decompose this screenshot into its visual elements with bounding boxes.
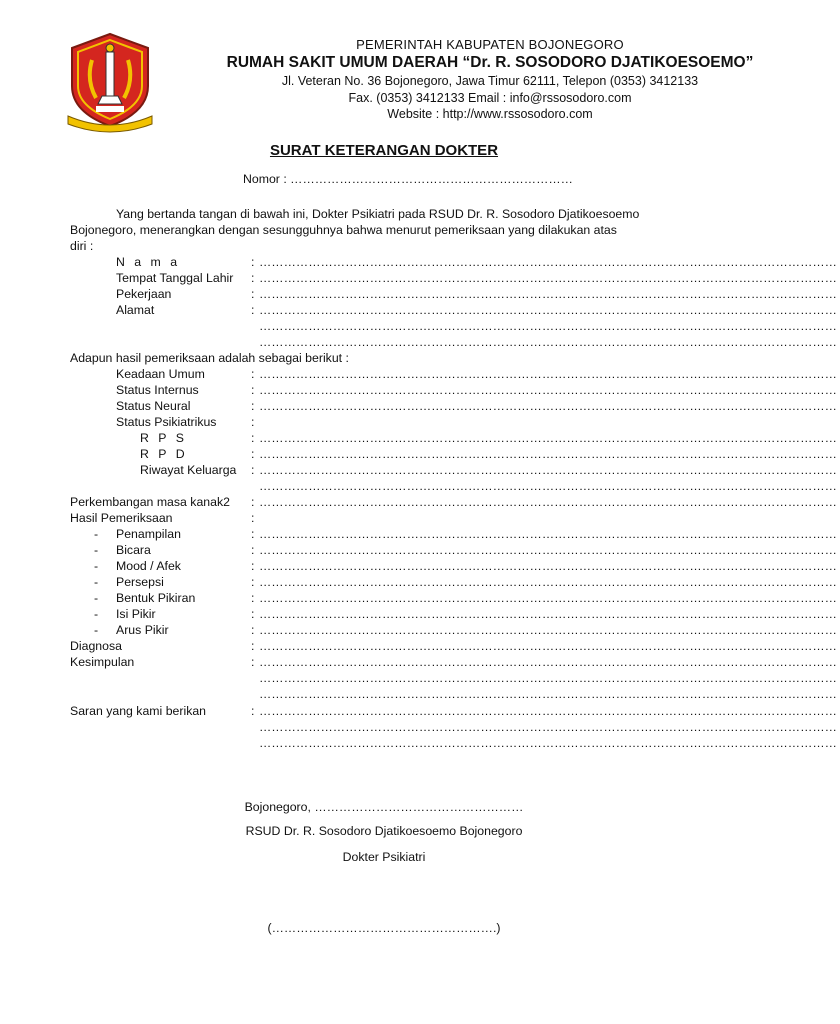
field-blank[interactable]: …………………………………………………………………………………………………………………………… <box>259 319 837 333</box>
bullet-dash: - <box>94 543 99 557</box>
result-row-status-psikiatrikus <box>0 415 768 431</box>
hospital-website[interactable]: Website : http://www.rssosodoro.com <box>387 107 593 121</box>
field-blank[interactable]: …………………………………………………………………………………………………………………………… <box>259 447 837 461</box>
intro-line-2: Bojonegoro, menerangkan dengan sesungguhnya bahwa menurut pemeriksaan yang dilakukan atas <box>70 223 617 237</box>
field-blank[interactable]: …………………………………………………………………………………………………………………………… <box>259 575 837 589</box>
field-colon: : <box>251 704 255 718</box>
result-row-riwayat-keluarga <box>0 463 837 479</box>
hasil-row-isi-pikir <box>0 607 837 623</box>
field-colon: : <box>251 415 255 429</box>
field-blank[interactable]: …………………………………………………………………………………………………………………………… <box>259 671 837 685</box>
bullet-dash: - <box>94 527 99 541</box>
field-blank[interactable]: …………………………………………………………………………………………………………………………… <box>259 720 837 734</box>
hasil-row-arus-pikir <box>0 623 837 639</box>
field-label: Status Psikiatrikus <box>116 415 217 429</box>
field-label: Isi Pikir <box>116 607 156 621</box>
nomor-field: Nomor : …………………………………………………………… <box>243 172 573 186</box>
government-name: PEMERINTAH KABUPATEN BOJONEGORO <box>356 37 624 52</box>
bullet-dash: - <box>94 591 99 605</box>
field-colon: : <box>251 527 255 541</box>
hospital-name: RUMAH SAKIT UMUM DAERAH “Dr. R. SOSODORO DJATIKOESOEMO” <box>226 54 754 71</box>
field-row-kesimpulan-cont <box>0 687 837 703</box>
bullet-dash: - <box>94 623 99 637</box>
field-blank[interactable]: …………………………………………………………………………………………………………………………… <box>259 303 837 317</box>
field-colon: : <box>251 607 255 621</box>
hasil-row-penampilan <box>0 527 837 543</box>
field-row-saran <box>0 704 837 720</box>
field-blank[interactable]: …………………………………………………………………………………………………………………………… <box>259 383 837 397</box>
field-label: Arus Pikir <box>116 623 169 637</box>
field-blank[interactable]: …………………………………………………………………………………………………………………………… <box>259 367 837 381</box>
field-colon: : <box>251 367 255 381</box>
field-row-hasil-pemeriksaan <box>0 511 768 527</box>
field-row-pekerjaan <box>0 287 837 303</box>
field-blank[interactable]: …………………………………………………………………………………………………………………………… <box>259 607 837 621</box>
field-row-perkembangan <box>0 495 837 511</box>
field-label: Pekerjaan <box>116 287 172 301</box>
field-label: Hasil Pemeriksaan <box>70 511 173 525</box>
field-colon: : <box>251 639 255 653</box>
field-blank[interactable]: …………………………………………………………………………………………………………………………… <box>259 495 837 509</box>
hasil-row-persepsi <box>0 575 837 591</box>
bullet-dash: - <box>94 575 99 589</box>
hasil-row-mood-afek <box>0 559 837 575</box>
field-colon: : <box>251 463 255 477</box>
field-label: Bicara <box>116 543 151 557</box>
result-row-rps <box>0 431 837 447</box>
field-blank[interactable]: …………………………………………………………………………………………………………………………… <box>259 527 837 541</box>
field-blank[interactable]: …………………………………………………………………………………………………………………………… <box>259 591 837 605</box>
field-colon: : <box>251 447 255 461</box>
field-colon: : <box>251 303 255 317</box>
field-colon: : <box>251 255 255 269</box>
field-blank[interactable]: …………………………………………………………………………………………………………………………… <box>259 543 837 557</box>
hospital-contact: Fax. (0353) 3412133 Email : info@rssosodoro.com <box>348 91 632 105</box>
field-label: Saran yang kami berikan <box>70 704 207 718</box>
field-row-saran-cont <box>0 736 837 752</box>
field-label: Status Internus <box>116 383 199 397</box>
field-label: Mood / Afek <box>116 559 181 573</box>
field-blank[interactable]: …………………………………………………………………………………………………………………………… <box>259 704 837 718</box>
bullet-dash: - <box>94 559 99 573</box>
field-colon: : <box>251 271 255 285</box>
result-row-rpd <box>0 447 837 463</box>
result-row-riwayat-cont <box>0 479 837 495</box>
field-label: Diagnosa <box>70 639 122 653</box>
field-row-alamat-cont <box>0 335 837 351</box>
field-colon: : <box>251 575 255 589</box>
field-colon: : <box>251 399 255 413</box>
field-blank[interactable]: …………………………………………………………………………………………………………………………… <box>259 736 837 750</box>
field-colon: : <box>251 655 255 669</box>
intro-line-1: Yang bertanda tangan di bawah ini, Dokter Psikiatri pada RSUD Dr. R. Sosodoro Djatikoesoemo <box>116 207 640 221</box>
field-label: Perkembangan masa kanak2 <box>70 495 230 509</box>
field-blank[interactable]: …………………………………………………………………………………………………………………………… <box>259 687 837 701</box>
field-blank[interactable]: …………………………………………………………………………………………………………………………… <box>259 559 837 573</box>
hasil-row-bentuk-pikiran <box>0 591 837 607</box>
field-blank[interactable]: …………………………………………………………………………………………………………………………… <box>259 399 837 413</box>
field-row-saran-cont <box>0 720 837 736</box>
field-label: Status Neural <box>116 399 191 413</box>
field-colon: : <box>251 559 255 573</box>
document-title: SURAT KETERANGAN DOKTER <box>269 142 499 159</box>
field-colon: : <box>251 495 255 509</box>
field-colon: : <box>251 623 255 637</box>
results-heading: Adapun hasil pemeriksaan adalah sebagai berikut : <box>70 351 349 365</box>
field-label: Tempat Tanggal Lahir <box>116 271 234 285</box>
field-blank[interactable]: …………………………………………………………………………………………………………………………… <box>259 623 837 637</box>
field-colon: : <box>251 511 255 525</box>
field-row-nama <box>0 255 837 271</box>
field-label: Penampilan <box>116 527 181 541</box>
field-row-ttl <box>0 271 837 287</box>
document-title-wrap <box>0 142 768 160</box>
field-blank[interactable]: …………………………………………………………………………………………………………………………… <box>259 655 837 669</box>
field-blank[interactable]: …………………………………………………………………………………………………………………………… <box>259 271 837 285</box>
field-row-kesimpulan <box>0 655 837 671</box>
field-label: Persepsi <box>116 575 164 589</box>
result-row-status-neural <box>0 399 837 415</box>
field-blank[interactable]: …………………………………………………………………………………………………………………………… <box>259 287 837 301</box>
hasil-row-bicara <box>0 543 837 559</box>
field-blank[interactable]: …………………………………………………………………………………………………………………………… <box>259 479 837 493</box>
field-blank[interactable]: …………………………………………………………………………………………………………………………… <box>259 335 837 349</box>
field-blank[interactable]: …………………………………………………………………………………………………………………………… <box>259 431 837 445</box>
field-colon: : <box>251 591 255 605</box>
signature-place-date: Bojonegoro, …………………………………………… <box>244 800 524 814</box>
result-row-status-internus <box>0 383 837 399</box>
field-label: R P D <box>140 447 188 461</box>
field-row-alamat-cont <box>0 319 837 335</box>
field-row-alamat <box>0 303 837 319</box>
field-colon: : <box>251 287 255 301</box>
signature-institution: RSUD Dr. R. Sosodoro Djatikoesoemo Bojonegoro <box>245 824 523 838</box>
field-blank[interactable]: …………………………………………………………………………………………………………………………… <box>259 463 837 477</box>
field-label: N a m a <box>116 255 181 269</box>
signature-role: Dokter Psikiatri <box>342 850 426 864</box>
field-blank[interactable]: …………………………………………………………………………………………………………………………… <box>259 255 837 269</box>
field-colon: : <box>251 383 255 397</box>
field-label: Bentuk Pikiran <box>116 591 196 605</box>
field-label: R P S <box>140 431 187 445</box>
bullet-dash: - <box>94 607 99 621</box>
hospital-address: Jl. Veteran No. 36 Bojonegoro, Jawa Timur 62111, Telepon (0353) 3412133 <box>281 74 699 88</box>
field-colon: : <box>251 431 255 445</box>
signature-name-line[interactable]: (……………………………………………….) <box>267 921 501 935</box>
field-label: Alamat <box>116 303 155 317</box>
field-colon: : <box>251 543 255 557</box>
field-row-diagnosa <box>0 639 837 655</box>
field-blank[interactable]: …………………………………………………………………………………………………………………………… <box>259 639 837 653</box>
field-label: Riwayat Keluarga <box>140 463 237 477</box>
field-label: Keadaan Umum <box>116 367 205 381</box>
field-row-kesimpulan-cont <box>0 671 837 687</box>
result-row-keadaan-umum <box>0 367 837 383</box>
intro-line-3: diri : <box>70 239 94 253</box>
field-label: Kesimpulan <box>70 655 135 669</box>
